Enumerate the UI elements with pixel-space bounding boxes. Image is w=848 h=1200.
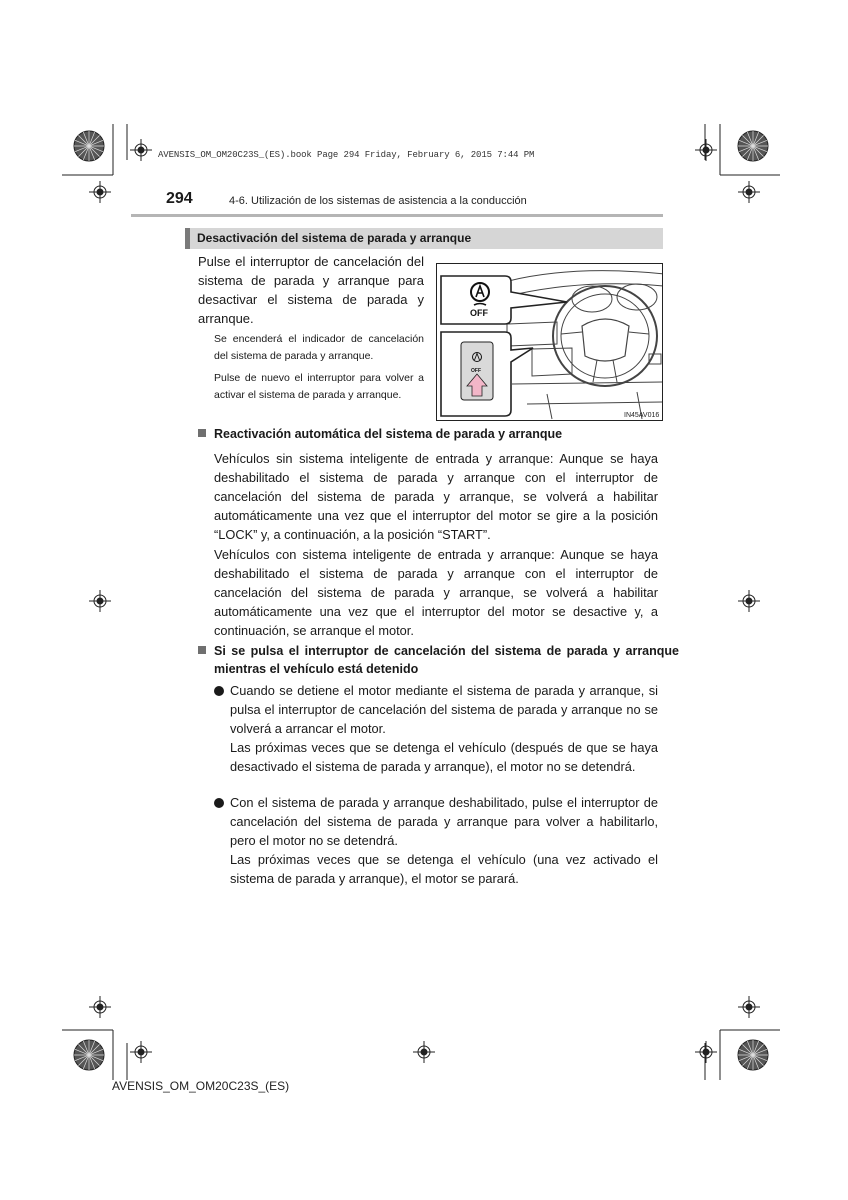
page-number: 294 xyxy=(166,190,193,207)
bullet-text: Con el sistema de parada y arranque deshabilitado, pulse el interruptor de cancelación del sistema de parada y arranque para volver a habilitarlo, pero el motor no se detendrá. xyxy=(230,795,658,848)
bullet-followup: Las próximas veces que se detenga el vehículo (una vez activado el sistema de parada y arranque), el motor se parará. xyxy=(230,852,658,886)
bullet-text: Cuando se detiene el motor mediante el sistema de parada y arranque, si pulsa el interruptor de cancelación del sistema de parada y arranque no se volverá a arrancar el motor. xyxy=(230,683,658,736)
round-bullet-icon xyxy=(214,798,224,808)
header-rule xyxy=(131,214,663,217)
square-bullet-icon xyxy=(198,646,206,654)
subheading-reactivation-text: Reactivación automática del sistema de parada y arranque xyxy=(214,427,563,441)
intro-paragraph: Pulse el interruptor de cancelación del sistema de parada y arranque para desactivar el sistema de parada y arranque. xyxy=(198,254,424,326)
paragraph-with-smart-key: Vehículos con sistema inteligente de entrada y arranque: Aunque se haya deshabilitado el sistema de parada y arranque con el interruptor de cancelación del sistema de parada y arranque, se volverá a habilitar automáticamente una vez que el interruptor del motor se desactive y, a continuación, se arranque el motor. xyxy=(214,547,658,638)
running-head: 4-6. Utilización de los sistemas de asistencia a la conducción xyxy=(229,195,527,207)
dashboard-drawing xyxy=(437,264,663,421)
switch-off-text: OFF xyxy=(471,368,481,374)
round-bullet-icon xyxy=(214,686,224,696)
note-indicator: Se encenderá el indicador de cancelación del sistema de parada y arranque. xyxy=(214,333,424,362)
subheading-stopped xyxy=(198,642,679,678)
square-bullet-icon xyxy=(198,429,206,437)
print-job-header: AVENSIS_OM_OM20C23S_(ES).book Page 294 Friday, February 6, 2015 7:44 PM xyxy=(158,150,535,160)
bullet-item-engine-stopped xyxy=(214,681,658,776)
figure-code: IN45AV016 xyxy=(624,412,660,419)
paragraph-without-smart-key: Vehículos sin sistema inteligente de entrada y arranque: Aunque se haya deshabilitado el sistema de parada y arranque con el interruptor de cancelación del sistema de parada y arranque, se volverá a habilitar automáticamente una vez que el interruptor del motor se gire a la posición “LOCK” y, a continuación, a la posición “START”. xyxy=(214,451,658,542)
dashboard-illustration xyxy=(436,263,663,421)
subheading-stopped-text: Si se pulsa el interruptor de cancelación del sistema de parada y arranque mientras el vehículo está detenido xyxy=(214,644,679,676)
subheading-reactivation xyxy=(198,425,663,443)
indicator-off-text: OFF xyxy=(470,308,488,318)
note-reactivate: Pulse de nuevo el interruptor para volver a activar el sistema de parada y arranque. xyxy=(214,372,424,401)
bullet-followup: Las próximas veces que se detenga el vehículo (después de que se haya desactivado el sistema de parada y arranque), el motor no se detendrá. xyxy=(230,740,658,774)
footer-doc-id: AVENSIS_OM_OM20C23S_(ES) xyxy=(112,1079,290,1093)
section-title: Desactivación del sistema de parada y arranque xyxy=(185,228,663,249)
bullet-item-system-disabled xyxy=(214,793,658,888)
